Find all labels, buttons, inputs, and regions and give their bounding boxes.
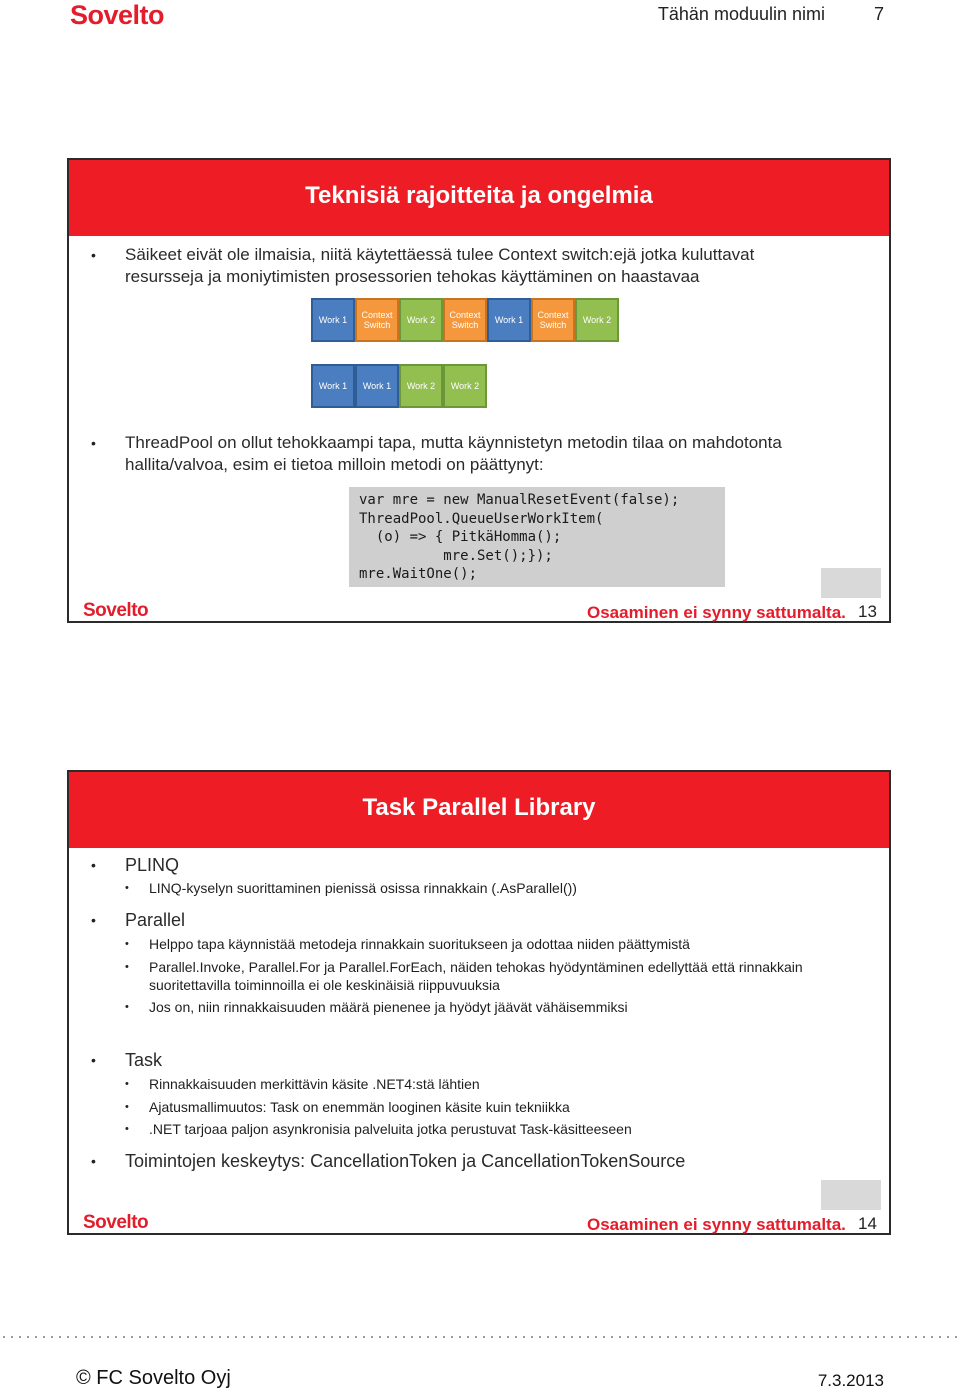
work-2-block: Work 2 [399,364,443,408]
context-switch-block: Context Switch [531,298,575,342]
slide-title: Teknisiä rajoitteita ja ongelmia [305,182,653,209]
work-2-block: Work 2 [575,298,619,342]
bullet-cancellation: • Toimintojen keskeytys: CancellationToken ja CancellationTokenSource [125,1150,845,1172]
sub-parallel-3: • Jos on, niin rinnakkaisuuden määrä pienenee ja hyödyt jäävät vähäisemmiksi [149,998,849,1016]
slide-footer-logo: Sovelto [83,600,149,621]
work-1-block: Work 1 [487,298,531,342]
work-2-block: Work 2 [399,298,443,342]
footer-date: 7.3.2013 [817,1371,884,1390]
slide-header [69,772,889,848]
sub-task-2: • Ajatusmallimuutos: Task on enemmän looginen käsite kuin tekniikka [149,1098,849,1116]
slide-number: 14 [858,1214,877,1233]
module-title: Tähän moduulin nimi [657,4,825,24]
slide-header [69,160,889,236]
work-1-block: Work 1 [311,298,355,342]
bullet-parallel: • Parallel [125,909,185,931]
decorative-block [821,568,881,598]
bullet-threadpool: • ThreadPool on ollut tehokkaampi tapa, mutta käynnistetyn metodin tilaa on mahdotonta hallita/valvoa, esim ei tietoa milloin metodi on päättynyt: [125,432,873,476]
sub-plinq: • LINQ-kyselyn suorittaminen pienissä osissa rinnakkain (.AsParallel()) [149,879,849,897]
context-switch-block: Context Switch [443,298,487,342]
context-switch-block: Context Switch [355,298,399,342]
work-1-block: Work 1 [355,364,399,408]
sub-task-1: • Rinnakkaisuuden merkittävin käsite .NET4:stä lähtien [149,1075,849,1093]
slide-slogan: Osaaminen ei synny sattumalta. [587,603,846,622]
work-1-block: Work 1 [311,364,355,408]
page-number: 7 [873,4,884,24]
footer-copyright: © FC Sovelto Oyj [76,1367,231,1389]
work-2-block: Work 2 [443,364,487,408]
sub-parallel-1: • Helppo tapa käynnistää metodeja rinnakkain suoritukseen ja odottaa niiden päättymistä [149,935,849,953]
bullet-context-switch: • Säikeet eivät ole ilmaisia, niitä käytettäessä tulee Context switch:ejä jotka kuluttavat resursseja ja moniytimisten prosessorien tehokas käyttäminen on haastavaa [125,244,825,288]
bullet-task: • Task [125,1049,162,1071]
slide-footer-logo: Sovelto [83,1212,149,1233]
bullet-plinq: • PLINQ [125,854,179,876]
slide-13 [67,158,891,623]
slide-14 [67,770,891,1235]
sub-parallel-2: • Parallel.Invoke, Parallel.For ja Parallel.ForEach, näiden tehokas hyödyntäminen edellyttää että rinnakkain suoritettavilla toiminnoilla ei ole keskinäisiä riippuvuuksia [149,958,809,994]
slide-number: 13 [858,602,877,621]
code-snippet: var mre = new ManualResetEvent(false); ThreadPool.QueueUserWorkItem( (o) => { PitkäHomma(); mre.Set();}); mre.WaitOne(); [349,487,725,587]
dotted-divider [0,1336,960,1338]
slide-title: Task Parallel Library [362,794,596,821]
sovelto-logo: Sovelto [70,0,165,30]
slide-slogan: Osaaminen ei synny sattumalta. [587,1215,846,1234]
sub-task-3: • .NET tarjoaa paljon asynkronisia palveluita jotka perustuvat Task-käsitteeseen [149,1120,849,1138]
decorative-block [821,1180,881,1210]
